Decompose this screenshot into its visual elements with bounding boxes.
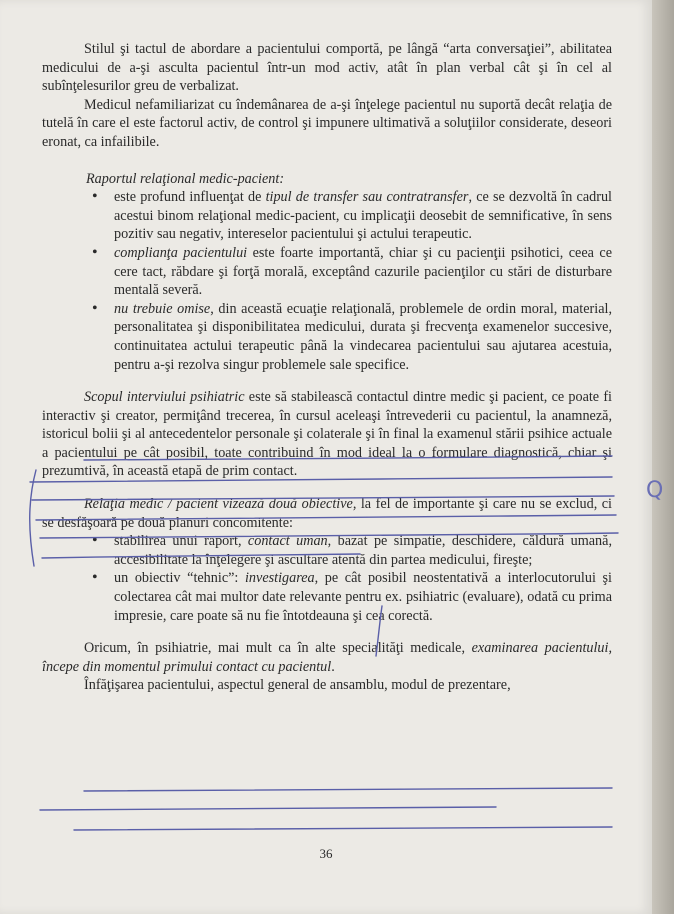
page-number: 36 [319, 846, 333, 861]
bullet-item-contact-uman: • stabilirea unui raport, contact uman, bazat pe simpatie, deschidere, căldură umană, accesibilitate la înţelegere şi ascultare atentă din partea medicului, fireşte; [114, 532, 612, 569]
bullet-item-investigarea: • un obiectiv “tehnic”: investigarea, pe cât posibil neostentativă a interlocutorului şi colectarea cât mai multor date relevante pentru ex. psihiatric (evaluare), odată cu prima impresie, care poate să nu fie întotdeauna şi cea corectă. [114, 569, 612, 625]
margin-mark: Q [646, 478, 664, 503]
paragraph-infatisarea: Înfăţişarea pacientului, aspectul general de ansamblu, modul de prezentare, [84, 677, 511, 694]
paragraph-1: Stilul şi tactul de abordare a pacientului comportă, pe lângă “arta conversaţiei”, abilitatea medicului de a-şi asculta pacientul într-un mod activ, atât în plan verbal cât şi în cel al subînţelesurilor greu de verbalizat. [42, 41, 612, 95]
bullet-item-complianta: • complianţa pacientului este foarte importantă, chiar şi cu pacienţii psihotici, ceea ce cere tact, răbdare şi forţă morală, exceptând cazurile pacienţilor cu stări de disturbare mentală severă. [114, 244, 612, 300]
bullet-list-obiective [42, 532, 612, 625]
bullet-list-raport [42, 188, 612, 374]
paragraph-oricum: Oricum, în psihiatrie, mai mult ca în alte specialităţi medicale, examinarea pacientului, începe din momentul primului contact cu pacientul. [42, 640, 613, 675]
paragraph-relatia: Relaţia medic / pacient vizează două obiective, la fel de importante şi care nu se exclud, ci se desfăşoară pe două planuri concomitente: [42, 496, 612, 531]
paragraph-scopul-interviului: Scopul interviului psihiatric este să stabilească contactul dintre medic şi pacient, ce poate fi interactiv şi creator, permiţând trecerea, în cursul aceleaşi întrevederii cu pacientul, la anamneză, istoricul bolii şi al antecedentelor personale şi colaterale şi în final la examenul stării psihice actuale a pacientului pe cât posibil, toate contribuind în mod ideal la o formulare diagnostică, chiar şi prezumtivă, în această etapă de prim contact. [42, 389, 612, 480]
next-page-edge [652, 0, 674, 914]
bullet-item-nu-trebuie-omise: • nu trebuie omise, din această ecuaţie relaţională, problemele de ordin moral, material, personalitatea şi disponibilitatea medicului, durata şi frecvenţa examenelor succesive, continuitatea actului terapeutic până la vindecarea pacientului sau ajutarea acestuia, pentru a-şi rezolva singur problemele sale specifice. [114, 300, 612, 374]
paragraph-2: Medicul nefamiliarizat cu îndemânarea de a-şi înţelege pacientul nu suportă decât relaţia de tutelă în care el este factorul activ, de control şi impunere ultimativă a soluţiilor considerate, deseori eronat, ca infailibile. [42, 96, 612, 150]
section-title-raportul: Raportul relaţional medic-pacient: [86, 170, 285, 187]
bullet-item-transfer: • este profund influenţat de tipul de transfer sau contratransfer, ce se dezvoltă în cadrul acestui binom relaţional medic-pacient, cu implicaţii deosebit de semnificative, în sens pozitiv sau negativ, intereselor pacientului şi actului terapeutic. [114, 188, 612, 244]
page-text [42, 40, 612, 695]
